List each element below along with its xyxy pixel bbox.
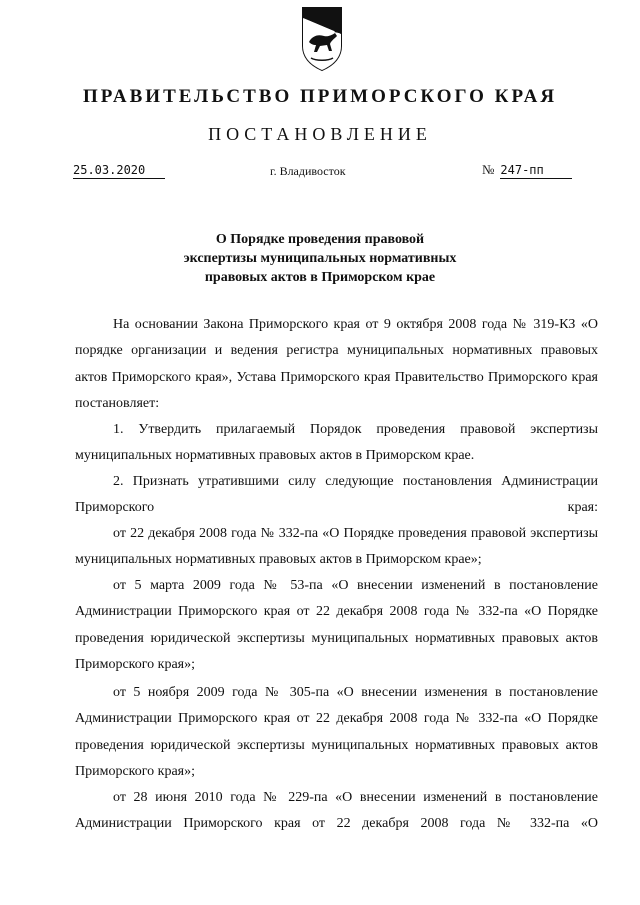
body-paragraph: 2. Признать утратившими силу следующие постановления Администрации Приморского края: bbox=[75, 474, 598, 516]
document-heading bbox=[150, 230, 490, 287]
heading-line: экспертизы муниципальных нормативных bbox=[183, 251, 457, 266]
document-date: 25.03.2020 bbox=[73, 162, 165, 179]
body-paragraph: 1. Утвердить прилагаемый Порядок проведения правовой экспертизы муниципальных нормативных правовых актов в Приморском крае. bbox=[75, 422, 598, 464]
number-sign: № bbox=[482, 162, 495, 177]
document-meta-row bbox=[0, 162, 640, 184]
body-paragraph: от 5 ноября 2009 года № 305-па «О внесении изменения в постановление Администрации Приморского края от 22 декабря 2008 года № 332-па «О Порядке проведения юридической экспертизы муниципальных нормативных правовых актов Приморского края»; bbox=[75, 685, 598, 780]
document-number bbox=[482, 162, 575, 179]
heading-line: правовых актов в Приморском крае bbox=[204, 270, 436, 285]
government-title: ПРАВИТЕЛЬСТВО ПРИМОРСКОГО КРАЯ bbox=[82, 86, 558, 107]
body-paragraph: от 5 марта 2009 года № 53-па «О внесении изменений в постановление Администрации Приморского края от 22 декабря 2008 года № 332-па «О Порядке проведения юридической экспертизы муниципальных нормативных правовых актов Приморского края»; bbox=[75, 578, 598, 673]
number-value: 247-пп bbox=[500, 162, 572, 179]
document-city: г. Владивосток bbox=[270, 164, 346, 178]
coat-of-arms-icon bbox=[300, 6, 344, 72]
body-paragraph: от 22 декабря 2008 года № 332-па «О Порядке проведения правовой экспертизы муниципальных нормативных правовых актов в Приморском крае»; bbox=[75, 526, 598, 568]
document-type: ПОСТАНОВЛЕНИЕ bbox=[208, 124, 432, 144]
heading-line: О Порядке проведения правовой bbox=[215, 232, 425, 247]
body-paragraph: На основании Закона Приморского края от 9 октября 2008 года № 319-КЗ «О порядке организации и ведения регистра муниципальных нормативных правовых актов Приморского края», Устава Приморского края Правительство Приморского края постановляет: bbox=[75, 317, 598, 412]
body-paragraph: от 28 июня 2010 года № 229-па «О внесении изменений в постановление Администрации Приморского края от 22 декабря 2008 года № 332-па «О bbox=[75, 790, 598, 832]
